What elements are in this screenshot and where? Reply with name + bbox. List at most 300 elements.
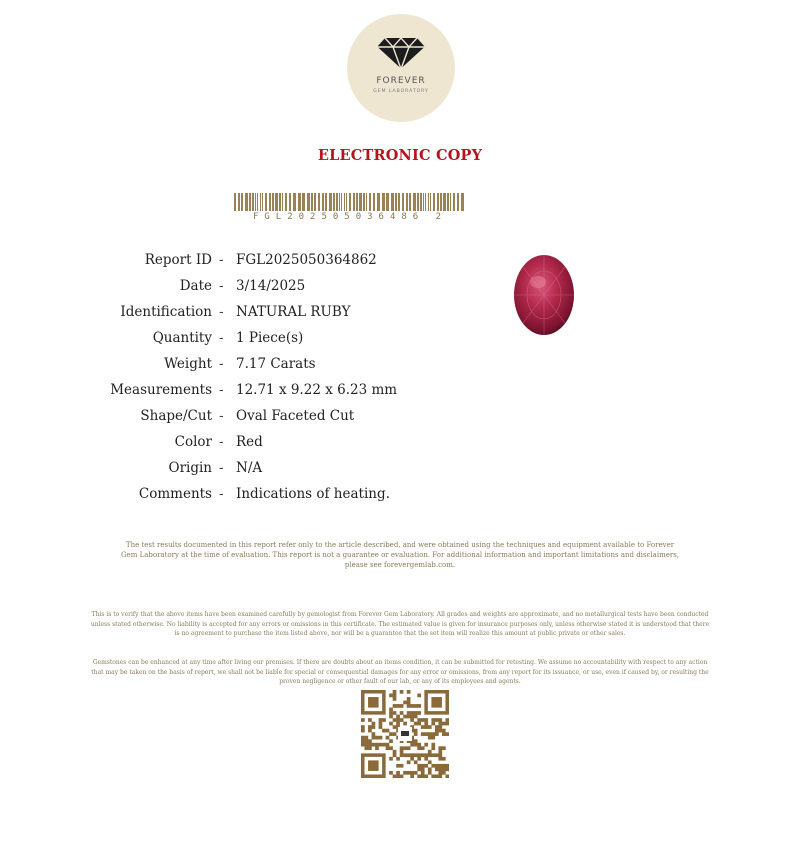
qr-module (445, 764, 449, 768)
detail-separator: - (219, 434, 224, 450)
qr-module (389, 739, 393, 743)
qr-module (438, 718, 442, 722)
qr-module (417, 757, 421, 761)
barcode-bar (457, 193, 459, 211)
qr-module (417, 704, 421, 708)
qr-module (407, 753, 411, 757)
barcode-bar (293, 193, 296, 211)
qr-module (375, 743, 379, 747)
qr-module (410, 704, 414, 708)
qr-module (365, 739, 369, 743)
qr-module (389, 746, 393, 750)
qr-module (361, 729, 365, 733)
qr-module (435, 725, 439, 729)
barcode-bar (425, 193, 426, 211)
qr-module (368, 743, 372, 747)
qr-module (375, 746, 379, 750)
qr-module (428, 767, 432, 771)
qr-module (442, 757, 446, 761)
detail-separator: - (219, 408, 224, 424)
qr-module (438, 771, 442, 775)
qr-module (435, 774, 439, 778)
qr-module (414, 739, 418, 743)
qr-module (393, 690, 397, 694)
barcode-bar (302, 193, 305, 211)
qr-module (417, 722, 421, 726)
qr-module (417, 764, 421, 768)
qr-module (431, 736, 435, 740)
barcode-bar (450, 193, 451, 211)
qr-module (421, 725, 425, 729)
barcode-bar (453, 193, 455, 211)
detail-value: Indications of heating. (236, 486, 390, 502)
detail-row (0, 354, 520, 374)
barcode-bar (373, 193, 375, 211)
detail-label: Quantity (152, 330, 212, 346)
detail-separator: - (219, 304, 224, 320)
detail-row (0, 302, 520, 322)
qr-module (414, 732, 418, 736)
detail-separator: - (219, 356, 224, 372)
qr-finder-core (368, 760, 379, 771)
qr-module (368, 729, 372, 733)
detail-row (0, 250, 520, 270)
qr-module (414, 753, 418, 757)
barcode-bar (423, 193, 424, 211)
qr-module (368, 718, 372, 722)
qr-module (407, 771, 411, 775)
barcode-bar (285, 193, 287, 211)
qr-module (424, 757, 428, 761)
barcode-bar (275, 193, 278, 211)
qr-module (396, 715, 400, 719)
qr-module (438, 764, 442, 768)
qr-module (414, 715, 418, 719)
qr-finder-core (368, 697, 379, 708)
qr-module (403, 753, 407, 757)
barcode-bar (395, 193, 397, 211)
barcode-bar (382, 193, 385, 211)
barcode-bar (307, 193, 310, 211)
qr-module (407, 715, 411, 719)
qr-module (400, 704, 404, 708)
qr-module (407, 690, 411, 694)
qr-module (445, 718, 449, 722)
qr-module (442, 722, 446, 726)
qr-module (379, 736, 383, 740)
qr-module (386, 736, 390, 740)
qr-module (442, 771, 446, 775)
barcode-bar (359, 193, 362, 211)
qr-module (403, 701, 407, 705)
qr-module (365, 743, 369, 747)
qr-module (393, 774, 397, 778)
barcode-bar (329, 193, 332, 211)
qr-module (372, 725, 376, 729)
qr-module (428, 732, 432, 736)
qr-module (393, 697, 397, 701)
lab-logo (347, 14, 455, 122)
barcode-bar (238, 193, 240, 211)
qr-module (414, 711, 418, 715)
barcode-bar (336, 193, 338, 211)
qr-module (393, 711, 397, 715)
barcode-bar (377, 193, 380, 211)
qr-module (424, 764, 428, 768)
qr-module (414, 729, 418, 733)
qr-module (368, 746, 372, 750)
qr-module (445, 722, 449, 726)
barcode-bar (437, 193, 439, 211)
barcode-bar (311, 193, 313, 211)
qr-module (417, 743, 421, 747)
qr-module (361, 725, 365, 729)
qr-module (386, 746, 390, 750)
qr-module (435, 729, 439, 733)
qr-module (372, 736, 376, 740)
qr-module (396, 722, 400, 726)
detail-label: Shape/Cut (140, 408, 212, 424)
barcode-bar (413, 193, 416, 211)
qr-module (417, 753, 421, 757)
qr-module (372, 743, 376, 747)
qr-module (386, 729, 390, 733)
qr-module (445, 732, 449, 736)
qr-module (438, 753, 442, 757)
barcode-bar (257, 193, 258, 211)
qr-module (403, 715, 407, 719)
qr-module (431, 764, 435, 768)
qr-module (400, 690, 404, 694)
qr-module (389, 732, 393, 736)
qr-module (400, 753, 404, 757)
barcode-bar (406, 193, 408, 211)
qr-module (393, 704, 397, 708)
qr-module (375, 736, 379, 740)
detail-value: 3/14/2025 (236, 278, 306, 294)
qr-module (435, 732, 439, 736)
qr-module (393, 753, 397, 757)
qr-module (400, 774, 404, 778)
qr-module (424, 743, 428, 747)
barcode-bar (234, 193, 236, 211)
barcode-bar (249, 193, 251, 211)
barcode-bar (420, 193, 422, 211)
barcode-bar (430, 193, 431, 211)
qr-module (400, 711, 404, 715)
qr-module (361, 736, 365, 740)
barcode-bar (417, 193, 419, 211)
barcode-bar (339, 193, 340, 211)
detail-separator: - (219, 278, 224, 294)
qr-module (421, 767, 425, 771)
qr-module (372, 732, 376, 736)
barcode-bar (325, 193, 327, 211)
qr-module (431, 722, 435, 726)
detail-separator: - (219, 252, 224, 268)
barcode (234, 193, 466, 211)
detail-label: Comments (138, 486, 212, 502)
qr-module (389, 722, 393, 726)
barcode-bar (279, 193, 281, 211)
qr-module (424, 732, 428, 736)
barcode-bar (269, 193, 271, 211)
barcode-bar (262, 193, 263, 211)
qr-module (421, 718, 425, 722)
barcode-bar (322, 193, 324, 211)
qr-module (438, 746, 442, 750)
detail-value: Red (236, 434, 263, 450)
qr-module (414, 760, 418, 764)
barcode-bar (443, 193, 446, 211)
detail-separator: - (219, 486, 224, 502)
qr-module (438, 722, 442, 726)
barcode-bar (398, 193, 400, 211)
electronic-copy-title: ELECTRONIC COPY (317, 147, 483, 164)
enhancement-disclaimer: Gemstones can be enhanced at any time after living our premises. If there are doubts about an items condition, it can be submitted for retesting. We assume no accountability with respect to any action that may be taken on the basis of report, we shall not be liable for special or consequential damages for any error or omissions, from any report for its issuance, or use, even if caused by, or resulting the proven negligence or other fault of our lab, or any of its employees and agents. (91, 659, 709, 685)
qr-module (361, 743, 365, 747)
qr-module (421, 774, 425, 778)
qr-module (382, 729, 386, 733)
qr-module (382, 718, 386, 722)
qr-module (361, 739, 365, 743)
barcode-bar (391, 193, 394, 211)
barcode-bar (265, 193, 267, 211)
qr-module (410, 774, 414, 778)
qr-module (368, 739, 372, 743)
qr-module (438, 757, 442, 761)
qr-module (396, 771, 400, 775)
qr-module (400, 718, 404, 722)
detail-value: 12.71 x 9.22 x 6.23 mm (236, 382, 398, 398)
qr-module (428, 736, 432, 740)
detail-row (0, 458, 520, 478)
detail-value: 1 Piece(s) (236, 330, 304, 346)
qr-module (435, 767, 439, 771)
qr-module (407, 697, 411, 701)
detail-row (0, 380, 520, 400)
qr-module (417, 694, 421, 698)
qr-module (428, 771, 432, 775)
barcode-bar (252, 193, 254, 211)
qr-module (414, 743, 418, 747)
qr-module (403, 722, 407, 726)
qr-module (396, 718, 400, 722)
barcode-bar (369, 193, 371, 211)
detail-row (0, 484, 520, 504)
qr-module (417, 767, 421, 771)
barcode-bar (356, 193, 358, 211)
qr-module (435, 764, 439, 768)
qr-module (382, 743, 386, 747)
detail-label: Color (174, 434, 212, 450)
barcode-bar (245, 193, 248, 211)
detail-row (0, 406, 520, 426)
qr-module (424, 722, 428, 726)
barcode-bar (282, 193, 283, 211)
verification-disclaimer: This is to verify that the above items have been examined carefully by gemologist from Forever Gem Laboratory. All grades and weights are approximate, and no metallurgical tests have been conducted unless stated otherwise. No liability is accepted for any errors or omissions in this certificate. The estimated value is given for insurance purposes only, unless otherwise stated it is understood that there is no agreement to purchase the item listed above, nor will be a guarantee that the set item will realize this amount at public private or other sales. (90, 611, 710, 637)
qr-module (428, 753, 432, 757)
qr-module (396, 764, 400, 768)
barcode-bar (363, 193, 365, 211)
qr-module (403, 771, 407, 775)
qr-module (407, 746, 411, 750)
qr-module (431, 718, 435, 722)
qr-module (396, 774, 400, 778)
qr-module (414, 704, 418, 708)
qr-module (379, 718, 383, 722)
qr-module (407, 711, 411, 715)
qr-module (389, 771, 393, 775)
barcode-bar (447, 193, 449, 211)
barcode-bar (333, 193, 335, 211)
qr-module (417, 718, 421, 722)
barcode-bar (289, 193, 291, 211)
qr-module (365, 736, 369, 740)
qr-module (403, 746, 407, 750)
qr-module (424, 718, 428, 722)
logo-subtitle: GEM LABORATORY (373, 89, 429, 94)
detail-label: Origin (168, 460, 212, 476)
qr-module (379, 722, 383, 726)
qr-module (428, 760, 432, 764)
barcode-bar (440, 193, 442, 211)
qr-module (438, 750, 442, 754)
detail-value: N/A (236, 460, 263, 476)
qr-module (389, 757, 393, 761)
qr-center-logo (401, 731, 409, 736)
barcode-bar (366, 193, 367, 211)
barcode-bar (386, 193, 389, 211)
qr-module (431, 753, 435, 757)
qr-module (424, 774, 428, 778)
qr-module (396, 757, 400, 761)
qr-module (442, 746, 446, 750)
barcode-bar (428, 193, 429, 211)
qr-module (379, 743, 383, 747)
qr-module (438, 725, 442, 729)
barcode-bar (402, 193, 404, 211)
qr-module (438, 774, 442, 778)
qr-module (424, 725, 428, 729)
qr-module (365, 746, 369, 750)
detail-separator: - (219, 382, 224, 398)
qr-module (400, 750, 404, 754)
detail-value: Oval Faceted Cut (236, 408, 355, 424)
qr-module (407, 701, 411, 705)
qr-module (417, 746, 421, 750)
detail-label: Weight (164, 356, 212, 372)
detail-separator: - (219, 460, 224, 476)
qr-module (393, 732, 397, 736)
barcode-bar (461, 193, 464, 211)
detail-value: 7.17 Carats (236, 356, 316, 372)
barcode-bar (341, 193, 342, 211)
qr-module (435, 718, 439, 722)
qr-module (410, 718, 414, 722)
detail-label: Report ID (144, 252, 212, 268)
qr-module (417, 711, 421, 715)
barcode-bar (318, 193, 320, 211)
barcode-bar (272, 193, 274, 211)
qr-module (445, 767, 449, 771)
qr-module (389, 708, 393, 712)
qr-module (410, 743, 414, 747)
barcode-bar (409, 193, 411, 211)
barcode-bar (298, 193, 301, 211)
qr-module (396, 704, 400, 708)
qr-module (428, 725, 432, 729)
barcode-bar (349, 193, 351, 211)
detail-value: NATURAL RUBY (236, 304, 351, 320)
qr-module (393, 750, 397, 754)
qr-module (421, 764, 425, 768)
detail-label: Date (179, 278, 212, 294)
barcode-bar (241, 193, 243, 211)
qr-module (393, 718, 397, 722)
qr-module (431, 774, 435, 778)
qr-module (393, 725, 397, 729)
barcode-bar (314, 193, 316, 211)
qr-module (410, 757, 414, 761)
qr-module (414, 722, 418, 726)
diamond-icon (375, 36, 427, 70)
qr-module (424, 753, 428, 757)
barcode-number: FGL202505036486 2 (252, 212, 448, 222)
qr-module (421, 732, 425, 736)
qr-module (407, 760, 411, 764)
qr-module (435, 753, 439, 757)
qr-module (400, 764, 404, 768)
qr-module (442, 732, 446, 736)
qr-module (372, 722, 376, 726)
qr-module (431, 732, 435, 736)
barcode-bar (260, 193, 261, 211)
detail-row (0, 432, 520, 452)
qr-finder-core (431, 697, 442, 708)
qr-module (442, 764, 446, 768)
qr-module (421, 771, 425, 775)
qr-code[interactable] (361, 690, 449, 778)
qr-module (421, 746, 425, 750)
detail-value: FGL2025050364862 (236, 252, 377, 268)
qr-module (438, 729, 442, 733)
barcode-bar (255, 193, 256, 211)
qr-module (410, 753, 414, 757)
detail-label: Identification (120, 304, 212, 320)
qr-module (400, 746, 404, 750)
test-results-disclaimer: The test results documented in this report refer only to the article described, and were obtained using the techniques and equipment available to Forever Gem Laboratory at the time of evaluation. This report is not a guarantee or evaluation. For additional information and important limitations and disclaimers, please see forevergemlab.com. (120, 541, 680, 569)
qr-module (431, 746, 435, 750)
qr-module (361, 718, 365, 722)
detail-row (0, 328, 520, 348)
detail-separator: - (219, 330, 224, 346)
qr-module (428, 750, 432, 754)
qr-module (393, 694, 397, 698)
qr-module (442, 767, 446, 771)
qr-module (368, 725, 372, 729)
qr-module (410, 771, 414, 775)
qr-module (442, 729, 446, 733)
qr-module (389, 715, 393, 719)
barcode-bar (433, 193, 435, 211)
barcode-bar (344, 193, 345, 211)
qr-module (431, 743, 435, 747)
qr-module (386, 743, 390, 747)
qr-module (389, 711, 393, 715)
logo-brand: FOREVER (376, 76, 426, 86)
detail-label: Measurements (110, 382, 212, 398)
